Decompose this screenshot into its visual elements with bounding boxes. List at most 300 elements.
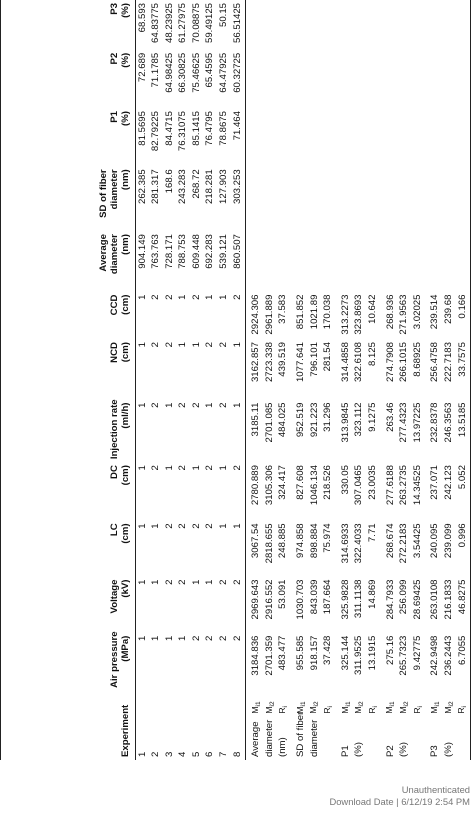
empty-cell — [277, 0, 291, 50]
cell-volt: 1 — [190, 579, 202, 585]
experiments-body — [136, 0, 246, 760]
footer-unauthenticated: Unauthenticated — [401, 784, 470, 795]
cell-inj: 2 — [190, 402, 202, 408]
header-lc — [1, 520, 136, 576]
factor-value: 952.519 — [295, 402, 307, 438]
group-label-line: (%) — [442, 742, 454, 757]
cell-ncd: 2 — [163, 342, 175, 348]
empty-cell — [263, 108, 277, 166]
header-lc-unit: (cm) — [119, 523, 131, 544]
header-ncd-unit: (cm) — [119, 342, 131, 363]
header-experiment — [1, 691, 136, 760]
cell-avg: 860.507 — [231, 234, 243, 269]
statistic-subscript: i2 — [313, 701, 321, 707]
statistic-subscript: i1 — [344, 701, 352, 707]
empty-cell — [425, 231, 443, 291]
group-label-line: (%) — [353, 742, 365, 757]
factor-value: 313.2273 — [339, 294, 351, 335]
factor-value: 263.46 — [384, 402, 396, 432]
statistic-subscript: i — [282, 706, 290, 708]
factor-value: 275.16 — [384, 635, 396, 665]
factor-value: 265.7323 — [398, 635, 410, 676]
statistic-symbol — [442, 691, 456, 715]
factor-value: 3.54425 — [411, 523, 423, 559]
empty-cell — [380, 108, 398, 166]
cell-lc: 1 — [231, 523, 243, 529]
factor-value: 439.519 — [277, 342, 289, 377]
cell-volt: 1 — [150, 579, 162, 585]
factor-value: 325.9828 — [339, 579, 351, 620]
group-label-line: SD of fiber — [295, 711, 307, 757]
factor-value: 2924.306 — [250, 294, 262, 335]
factor-value: 313.9845 — [339, 402, 351, 443]
header-row — [1, 0, 136, 760]
empty-cell — [245, 50, 263, 108]
group-row — [322, 0, 336, 760]
cell-dc: 1 — [163, 465, 175, 471]
factor-value: 31.296 — [322, 402, 334, 432]
header-average-diameter-line2: diameter — [108, 234, 120, 275]
header-voltage-unit: (kV) — [119, 579, 131, 598]
experiment-number: 4 — [177, 751, 189, 757]
statistic-symbol — [322, 691, 336, 715]
cell-p3: 50.15 — [218, 3, 230, 28]
factor-value: 14.34525 — [411, 465, 423, 506]
group-label-line: P3 — [429, 745, 441, 757]
empty-cell — [380, 166, 398, 231]
cell-dc: 1 — [190, 465, 202, 471]
cell-ncd: 1 — [177, 342, 189, 348]
empty-cell — [398, 0, 412, 50]
factor-value: 242.123 — [442, 465, 454, 500]
empty-cell — [245, 231, 263, 291]
header-sd-fiber-line1: SD of fiber — [97, 169, 109, 218]
cell-air: 2 — [231, 635, 243, 641]
empty-cell — [353, 108, 367, 166]
factor-value: 13.97225 — [411, 402, 423, 443]
cell-p2: 71.1785 — [150, 52, 162, 88]
download-footer — [329, 784, 470, 808]
cell-ccd: 1 — [136, 294, 148, 300]
cell-p3: 64.83775 — [150, 3, 162, 44]
empty-cell — [322, 231, 336, 291]
factor-value: 2961.889 — [263, 294, 275, 335]
group-row — [277, 0, 291, 760]
cell-ncd: 1 — [231, 342, 243, 348]
factor-value: 2780.889 — [250, 465, 262, 506]
empty-cell — [425, 166, 443, 231]
factor-value: 239.099 — [442, 523, 454, 559]
group-row — [353, 0, 367, 760]
statistic-symbol — [308, 691, 322, 715]
empty-cell — [442, 166, 456, 231]
empty-cell — [291, 50, 309, 108]
experiment-row — [177, 0, 191, 760]
group-label-line: P1 — [339, 745, 351, 757]
factor-value: 898.884 — [308, 523, 320, 559]
cell-inj: 1 — [136, 402, 148, 408]
statistic-letter: M — [294, 706, 305, 714]
empty-cell — [380, 0, 398, 50]
factor-value: 483.477 — [277, 635, 289, 671]
statistic-subscript: i1 — [434, 701, 442, 707]
factor-value: 324.417 — [277, 465, 289, 500]
factor-value: 3105.306 — [263, 465, 275, 506]
factor-value: 6.7055 — [456, 633, 470, 691]
factor-value: 827.608 — [295, 465, 307, 500]
cell-ccd: 1 — [177, 294, 189, 300]
empty-cell — [456, 108, 470, 166]
statistic-letter: M — [384, 706, 395, 714]
statistic-letter: R — [411, 707, 422, 714]
cell-p3: 56.51425 — [231, 3, 243, 44]
statistic-letter: R — [456, 707, 467, 714]
factor-value: 3185.11 — [250, 402, 262, 437]
factor-value: 236.2443 — [442, 635, 454, 676]
factor-value: 75.974 — [322, 523, 334, 553]
cell-volt: 2 — [218, 579, 230, 585]
statistic-symbol — [398, 691, 412, 715]
factor-value: 23.0035 — [367, 465, 379, 500]
empty-cell — [367, 108, 381, 166]
group-row — [398, 0, 412, 760]
header-sd-fiber-line2: diameter — [108, 169, 120, 210]
header-average-diameter-line1: Average — [97, 234, 109, 272]
cell-volt: 2 — [177, 579, 189, 585]
empty-cell — [380, 50, 398, 108]
range-analysis-body — [245, 0, 470, 760]
header-injection-rate-unit: (ml/h) — [119, 402, 131, 429]
header-p2-label: P2 — [108, 52, 120, 65]
factor-value: 240.095 — [429, 523, 441, 559]
header-dc-unit: (cm) — [119, 465, 131, 486]
cell-p1: 81.5695 — [136, 111, 148, 146]
header-ccd — [1, 292, 136, 339]
cell-air: 2 — [218, 635, 230, 641]
header-sd-fiber-unit: (nm) — [119, 169, 131, 191]
factor-value: 311.1138 — [353, 579, 365, 619]
experiment-row — [204, 0, 218, 760]
group-label-line — [411, 715, 425, 760]
factor-value: 271.9563 — [398, 294, 410, 335]
statistic-letter: M — [263, 706, 274, 714]
experiment-number: 7 — [218, 751, 230, 757]
experiment-number: 5 — [190, 751, 202, 757]
group-label-line — [456, 715, 470, 760]
cell-p1: 76.4795 — [204, 111, 216, 146]
factor-value: 246.3563 — [442, 402, 454, 443]
cell-sd: 281.317 — [150, 169, 162, 205]
header-voltage — [1, 577, 136, 633]
empty-cell — [263, 50, 277, 108]
factor-value: 2916.552 — [263, 579, 275, 620]
statistic-symbol — [411, 691, 425, 715]
statistic-subscript: i2 — [447, 701, 455, 707]
cell-air: 1 — [163, 635, 175, 641]
statistic-letter: M — [339, 706, 350, 714]
cell-lc: 2 — [190, 523, 202, 529]
header-air-pressure-unit: (MPa) — [119, 635, 131, 662]
factor-value: 311.9525 — [353, 635, 365, 675]
experiment-row — [136, 0, 150, 760]
statistic-symbol — [456, 691, 470, 715]
experiment-number: 3 — [163, 751, 175, 757]
cell-sd: 262.385 — [136, 169, 148, 205]
empty-cell — [411, 231, 425, 291]
header-p3-label: P3 — [108, 3, 120, 15]
empty-cell — [398, 108, 412, 166]
footer-download-date: Download Date | 6/12/19 2:54 PM — [329, 796, 470, 808]
cell-p1: 84.4715 — [163, 111, 175, 146]
factor-value: 187.664 — [322, 579, 334, 615]
empty-cell — [442, 0, 456, 50]
cell-ccd: 2 — [163, 294, 175, 300]
empty-cell — [308, 108, 322, 166]
group-row — [291, 0, 309, 760]
empty-cell — [291, 108, 309, 166]
factor-value: 322.4033 — [353, 523, 365, 564]
cell-ccd: 2 — [231, 294, 243, 300]
empty-cell — [367, 231, 381, 291]
header-ncd-label: NCD — [108, 342, 120, 363]
empty-cell — [335, 166, 353, 231]
empty-cell — [335, 50, 353, 108]
cell-volt: 1 — [136, 579, 148, 585]
cell-avg: 539.121 — [218, 234, 230, 269]
statistic-symbol — [380, 691, 398, 715]
factor-value: 37.583 — [277, 294, 289, 324]
header-p1-unit: (%) — [119, 111, 131, 126]
factor-value: 53.091 — [277, 579, 289, 609]
cell-ccd: 2 — [190, 294, 202, 300]
header-injection-rate — [1, 399, 136, 462]
factor-value: 2701.085 — [263, 402, 275, 443]
statistic-symbol — [353, 691, 367, 715]
factor-value: 1046.134 — [308, 465, 320, 506]
cell-volt: 2 — [163, 579, 175, 585]
factor-value: 3067.54 — [250, 523, 262, 559]
empty-cell — [291, 0, 309, 50]
factor-value: 28.69425 — [411, 579, 423, 620]
header-injection-rate-label: Injection rate — [108, 399, 120, 460]
statistic-subscript: i1 — [299, 701, 307, 707]
empty-cell — [456, 231, 470, 291]
factor-value: 263.2735 — [398, 465, 410, 506]
empty-cell — [367, 166, 381, 231]
statistic-symbol — [291, 691, 309, 715]
cell-p3: 59.49125 — [204, 3, 216, 44]
statistic-subscript: i2 — [268, 701, 276, 707]
cell-p2: 64.47925 — [218, 52, 230, 93]
factor-value: 796.101 — [308, 342, 320, 377]
cell-avg: 692.283 — [204, 234, 216, 269]
group-row — [335, 0, 353, 760]
factor-value: 918.157 — [308, 635, 320, 671]
statistic-letter: M — [249, 706, 260, 714]
factor-value: 314.6933 — [339, 523, 351, 564]
cell-p2: 66.30825 — [177, 52, 189, 93]
cell-avg: 763.763 — [150, 234, 162, 269]
empty-cell — [263, 0, 277, 50]
cell-air: 1 — [136, 635, 148, 641]
group-label-line — [322, 715, 336, 760]
statistic-subscript: i — [326, 706, 334, 708]
empty-cell — [353, 50, 367, 108]
factor-value: 7.71 — [367, 523, 379, 543]
cell-p1: 85.1415 — [190, 111, 202, 146]
header-air-pressure-label: Air pressure — [108, 631, 120, 688]
factor-value: 0.996 — [456, 520, 470, 576]
header-average-diameter — [1, 231, 136, 291]
cell-ncd: 1 — [136, 342, 148, 348]
factor-value: 266.1015 — [398, 342, 410, 383]
cell-ncd: 1 — [190, 342, 202, 348]
empty-cell — [245, 166, 263, 231]
statistic-letter: R — [366, 707, 377, 714]
cell-inj: 2 — [177, 402, 189, 408]
cell-dc: 2 — [231, 465, 243, 471]
empty-cell — [456, 50, 470, 108]
factor-value: 330.05 — [339, 465, 351, 495]
statistic-subscript: i — [416, 706, 424, 708]
factor-value: 274.7908 — [384, 342, 396, 383]
cell-inj: 2 — [218, 402, 230, 408]
group-row — [425, 0, 443, 760]
factor-value: 263.0108 — [429, 579, 441, 620]
cell-volt: 2 — [231, 579, 243, 585]
factor-value: 1021.89 — [308, 294, 320, 330]
cell-dc: 1 — [136, 465, 148, 471]
factor-value: 33.7575 — [456, 339, 470, 399]
statistic-letter: M — [442, 706, 453, 714]
experiment-row — [231, 0, 245, 760]
cell-inj: 2 — [150, 402, 162, 408]
factor-value: 843.039 — [308, 579, 320, 615]
cell-inj: 1 — [204, 402, 216, 408]
factor-value: 484.025 — [277, 402, 289, 438]
factor-value: 1077.641 — [295, 342, 307, 383]
experiment-number: 1 — [136, 751, 148, 757]
statistic-subscript: i2 — [402, 701, 410, 707]
empty-cell — [411, 166, 425, 231]
empty-cell — [380, 231, 398, 291]
cell-sd: 168.6 — [163, 169, 175, 194]
cell-p1: 76.31075 — [177, 111, 189, 152]
group-label-line: diameter — [263, 719, 275, 757]
factor-value: 239.514 — [429, 294, 441, 330]
factor-value: 2701.359 — [263, 635, 275, 676]
statistic-letter: M — [353, 706, 364, 714]
empty-cell — [322, 108, 336, 166]
experiment-number: 8 — [231, 751, 243, 757]
factor-value: 13.5185 — [456, 399, 470, 462]
cell-sd: 268.72 — [190, 169, 202, 199]
factor-value: 284.7933 — [384, 579, 396, 620]
factor-value: 13.1915 — [367, 635, 379, 671]
empty-cell — [411, 108, 425, 166]
statistic-subscript: i1 — [254, 701, 262, 707]
empty-cell — [308, 50, 322, 108]
factor-value: 46.8275 — [456, 577, 470, 633]
empty-cell — [322, 50, 336, 108]
factor-value: 2969.643 — [250, 579, 262, 620]
factor-value: 218.526 — [322, 465, 334, 500]
cell-p2: 65.4595 — [204, 52, 216, 88]
empty-cell — [335, 0, 353, 50]
group-row — [456, 0, 470, 760]
cell-dc: 1 — [218, 465, 230, 471]
statistic-symbol — [245, 691, 263, 715]
experiment-row — [150, 0, 164, 760]
cell-lc: 2 — [204, 523, 216, 529]
empty-cell — [456, 0, 470, 50]
empty-cell — [291, 231, 309, 291]
factor-value: 242.9498 — [429, 635, 441, 676]
experiment-number: 6 — [204, 751, 216, 757]
header-lc-label: LC — [108, 523, 120, 537]
empty-cell — [245, 0, 263, 50]
statistic-letter: M — [429, 706, 440, 714]
group-row — [442, 0, 456, 760]
cell-lc: 1 — [218, 523, 230, 529]
empty-cell — [291, 166, 309, 231]
cell-ccd: 1 — [218, 294, 230, 300]
statistic-symbol — [263, 691, 277, 715]
empty-cell — [367, 50, 381, 108]
empty-cell — [263, 231, 277, 291]
experiment-row — [190, 0, 204, 760]
empty-cell — [353, 0, 367, 50]
factor-value: 8.68925 — [411, 342, 423, 377]
factor-value: 37.428 — [322, 635, 334, 665]
cell-ncd: 2 — [218, 342, 230, 348]
cell-sd: 218.281 — [204, 169, 216, 205]
empty-cell — [442, 108, 456, 166]
statistic-subscript: i — [461, 706, 469, 708]
factor-value: 974.858 — [295, 523, 307, 559]
factor-value: 2818.655 — [263, 523, 275, 564]
factor-value: 323.8693 — [353, 294, 365, 335]
group-label-line — [367, 715, 381, 760]
header-dc — [1, 462, 136, 520]
cell-air: 2 — [190, 635, 202, 641]
header-ccd-unit: (cm) — [119, 294, 131, 315]
cell-lc: 1 — [150, 523, 162, 529]
empty-cell — [442, 231, 456, 291]
group-row — [380, 0, 398, 760]
group-row — [308, 0, 322, 760]
empty-cell — [353, 231, 367, 291]
empty-cell — [277, 231, 291, 291]
factor-value: 325.144 — [339, 635, 351, 671]
empty-cell — [277, 108, 291, 166]
factor-value: 232.8378 — [429, 402, 441, 443]
header-p3 — [1, 0, 136, 50]
empty-cell — [398, 50, 412, 108]
factor-value: 268.674 — [384, 523, 396, 559]
experiment-row — [218, 0, 232, 760]
statistic-letter: M — [397, 706, 408, 714]
factor-value: 239.68 — [442, 294, 454, 324]
factor-value: 277.4323 — [398, 402, 410, 443]
cell-ccd: 2 — [150, 294, 162, 300]
statistic-symbol — [277, 691, 291, 715]
cell-p3: 61.27975 — [177, 3, 189, 44]
empty-cell — [456, 166, 470, 231]
group-label-line: diameter — [308, 719, 320, 757]
cell-sd: 243.283 — [177, 169, 189, 205]
factor-value: 256.4758 — [429, 342, 441, 383]
